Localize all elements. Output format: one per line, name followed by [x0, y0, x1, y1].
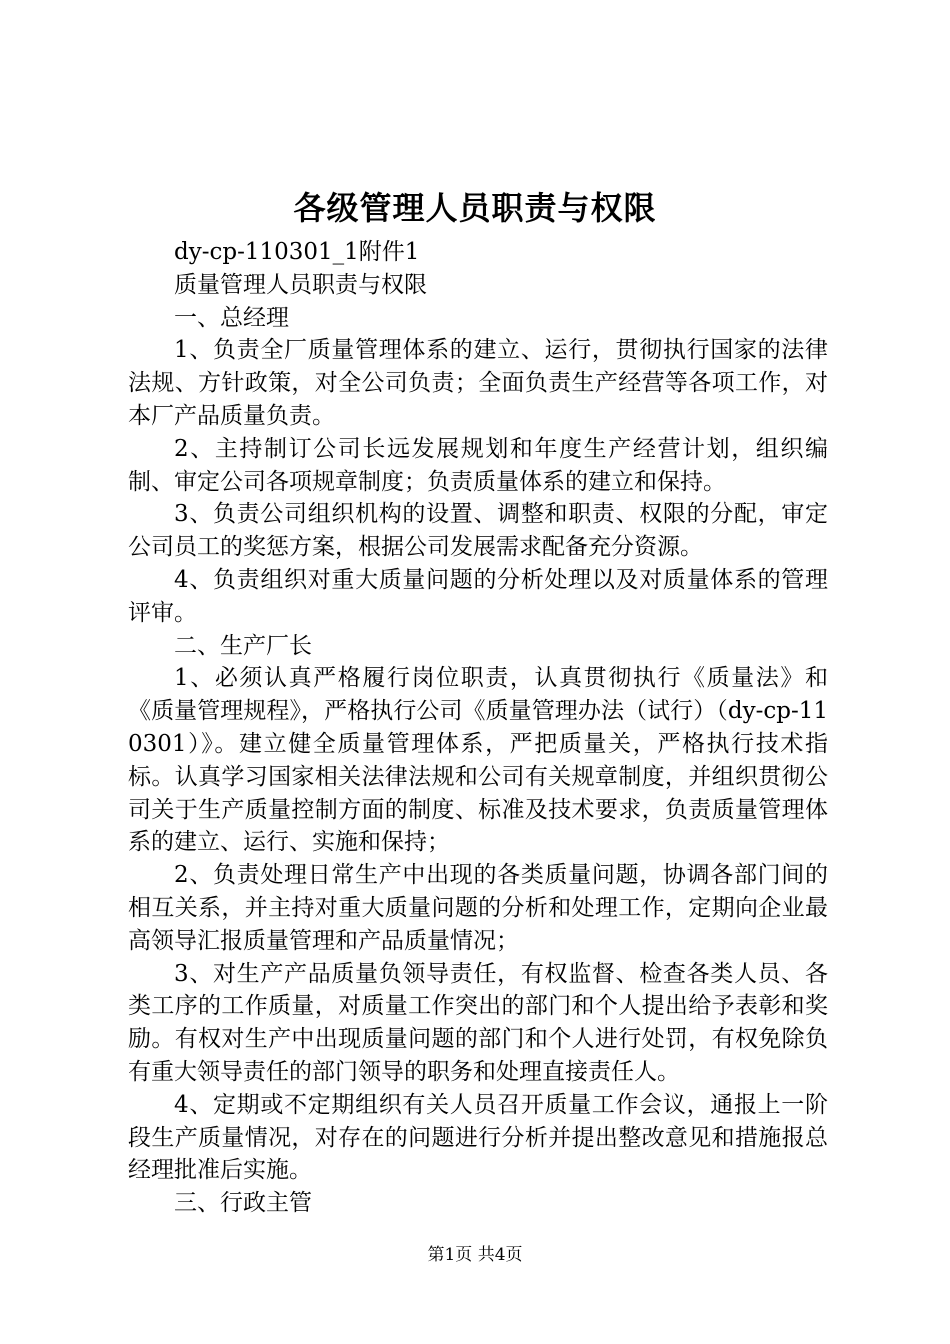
paragraph: 3、对生产产品质量负领导责任，有权监督、检查各类人员、各类工序的工作质量，对质量工作突出的部门和个人提出给予表彰和奖励。有权对生产中出现质量问题的部门和个人进行处罚，有权免除负有重大领导责任的部门领导的职务和处理直接责任人。 — [128, 960, 828, 1085]
paragraph: 1、必须认真严格履行岗位职责，认真贯彻执行《质量法》和《质量管理规程》，严格执行公司《质量管理办法（试行）（dy-cp-110301）》。建立健全质量管理体系，严把质量关，严格执行技术指标。认真学习国家相关法律法规和公司有关规章制度，并组织贯彻公司关于生产质量控制方面的制度、标准及技术要求，负责质量管理体系的建立、运行、实施和保持； — [128, 665, 828, 856]
paragraph: 1、负责全厂质量管理体系的建立、运行，贯彻执行国家的法律法规、方针政策，对全公司负责；全面负责生产经营等各项工作，对本厂产品质量负责。 — [128, 337, 828, 429]
section-heading-admin-supervisor: 三、行政主管 — [174, 1190, 312, 1217]
section-heading-general-manager: 一、总经理 — [174, 304, 289, 331]
document-title: 各级管理人员职责与权限 — [293, 189, 657, 227]
paragraph: 2、主持制订公司长远发展规划和年度生产经营计划，组织编制、审定公司各项规章制度；负责质量体系的建立和保持。 — [128, 435, 828, 495]
paragraph: 4、负责组织对重大质量问题的分析处理以及对质量体系的管理评审。 — [128, 566, 828, 626]
subtitle-line: 质量管理人员职责与权限 — [174, 271, 427, 298]
section-heading-production-director: 二、生产厂长 — [174, 632, 312, 659]
page-footer: 第1页 共4页 — [427, 1245, 523, 1265]
paragraph: 2、负责处理日常生产中出现的各类质量问题，协调各部门间的相互关系，并主持对重大质量问题的分析和处理工作，定期向企业最高领导汇报质量管理和产品质量情况； — [128, 862, 828, 954]
paragraph: 3、负责公司组织机构的设置、调整和职责、权限的分配，审定公司员工的奖惩方案，根据公司发展需求配备充分资源。 — [128, 501, 828, 561]
document-id-line: dy-cp-110301_1附件1 — [174, 239, 420, 265]
document-body — [128, 236, 828, 1220]
paragraph: 4、定期或不定期组织有关人员召开质量工作会议，通报上一阶段生产质量情况，对存在的问题进行分析并提出整改意见和措施报总经理批准后实施。 — [128, 1091, 828, 1184]
